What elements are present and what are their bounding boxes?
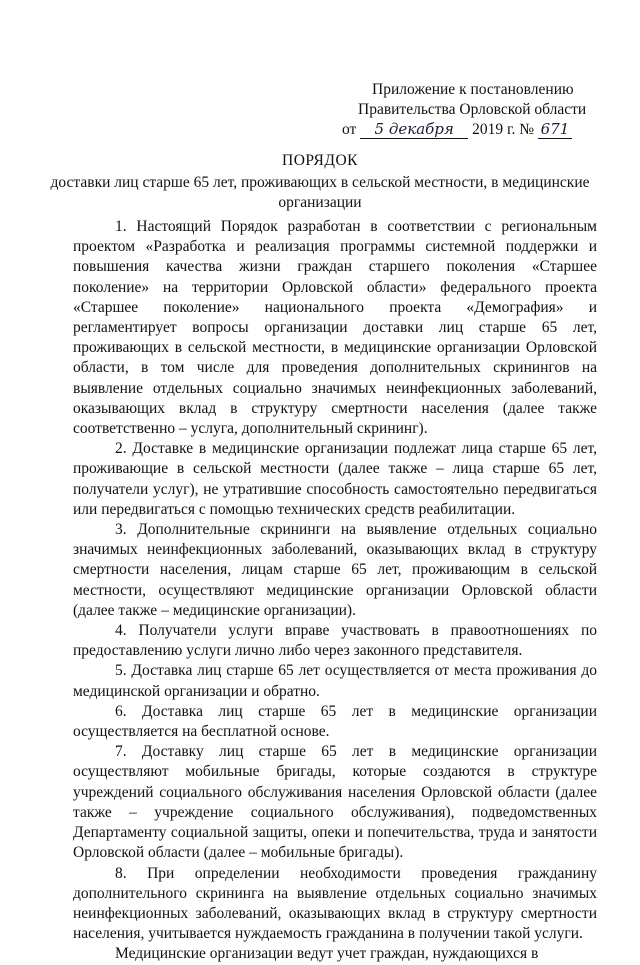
paragraph-5: 5. Доставка лиц старше 65 лет осуществляется от места проживания до медицинской организации и обратно. <box>73 662 597 700</box>
document-body <box>73 217 597 965</box>
handwritten-number: 671 <box>540 120 570 138</box>
appendix-date-line <box>330 120 600 140</box>
date-field <box>360 121 468 139</box>
year-number-label: 2019 г. № <box>472 121 535 138</box>
paragraph-9: Медицинские организации ведут учет граждан, нуждающихся в <box>115 945 539 963</box>
paragraph-6: 6. Доставка лиц старше 65 лет в медицинские организации осуществляется на бесплатной основе. <box>73 702 597 741</box>
handwritten-date: 5 декабря <box>374 120 454 138</box>
date-prefix: от <box>342 121 357 138</box>
appendix-line-2: Правительства Орловской области <box>358 101 587 118</box>
paragraph-4: 4. Получатели услуги вправе участвовать в правоотношениях по предоставлению услуги лично либо через законного представителя. <box>73 622 597 660</box>
paragraph-8: 8. При определении необходимости проведения гражданину дополнительного скрининга на выявление отдельных социально значимых неинфекционных заболеваний, оказывающих вклад в структуру смертности населения, учитывается нуждаемость гражданина в получении такой услуги. <box>73 864 597 943</box>
number-field <box>538 121 572 139</box>
appendix-line-1: Приложение к постановлению <box>372 81 574 98</box>
appendix-header <box>330 80 600 140</box>
document-title: ПОРЯДОК <box>282 152 358 169</box>
document-subtitle: доставки лиц старше 65 лет, проживающих в сельской местности, в медицинские организации <box>50 174 590 211</box>
paragraph-7: 7. Доставку лиц старше 65 лет в медицинские организации осуществляют мобильные бригады, которые создаются в структуре учреждений социального обслуживания населения Орловской области (далее также – учреждение социального обслуживания), подведомственных Департаменту социальной защиты, опеки и попечительства, труда и занятости Орловской области (далее – мобильные бригады). <box>73 743 597 862</box>
paragraph-1: 1. Настоящий Порядок разработан в соответствии с региональным проектом «Разработка и реализация программы системной поддержки и повышения качества жизни граждан старшего поколения «Старшее поколение» на территории Орловской области» федерального проекта «Старшее поколение» национального проекта «Демография» и регламентирует вопросы организации доставки лиц старше 65 лет, проживающих в сельской местности, в медицинские организации Орловской области, в том числе для проведения дополнительных скринингов на выявление отдельных социально значимых неинфекционных заболеваний, оказывающих вклад в структуру смертности населения (далее также соответственно – услуга, дополнительный скрининг). <box>73 218 597 438</box>
paragraph-3: 3. Дополнительные скрининги на выявление отдельных социально значимых неинфекционных заболеваний, оказывающих вклад в структуру смертности населения, лицам старше 65 лет, проживающим в сельской местности, осуществляют медицинские организации Орловской области (далее также – медицинские организации). <box>73 521 597 619</box>
paragraph-2: 2. Доставке в медицинские организации подлежат лица старше 65 лет, проживающие в сельской местности (далее также – лица старше 65 лет, получатели услуг), не утратившие способность самостоятельно передвигаться или передвигаться с помощью технических средств реабилитации. <box>73 440 597 518</box>
